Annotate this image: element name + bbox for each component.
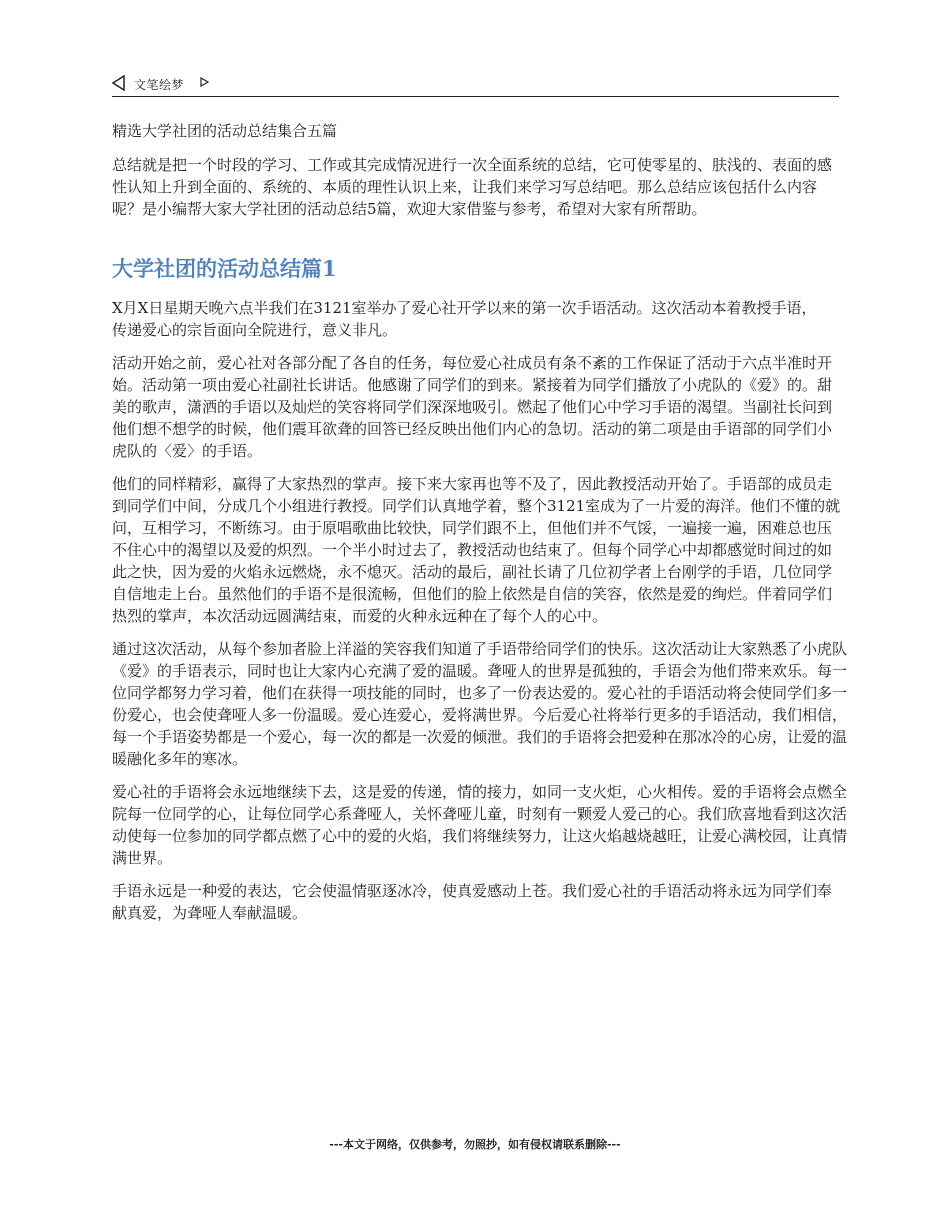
section-paragraph-5: 爱心社的手语将会永远地继续下去，这是爱的传递，情的接力，如同一支火炬，心火相传。爱的手语将会点燃全院每一位同学的心，让每位同学心系聋哑人，关怀聋哑儿童，时刻有一颗爱人爱己的心。我们欣喜地看到这次活动使每一位参加的同学都点燃了心中的爱的火焰，我们将继续努力，让这火焰越烧越旺，让爱心满校园，让真情满世界。 bbox=[112, 783, 848, 867]
section-heading: 大学社团的活动总结篇1 bbox=[112, 256, 337, 281]
section-paragraph-3: 他们的同样精彩，赢得了大家热烈的掌声。接下来大家再也等不及了，因此教授活动开始了。手语部的成员走到同学们中间，分成几个小组进行教授。同学们认真地学着，整个3121室成为了一片爱的海洋。他们不懂的就问，互相学习，不断练习。由于原唱歌曲比较快，同学们跟不上，但他们并不气馁，一遍接一遍，困难总也压不住心中的渴望以及爱的炽烈。一个半小时过去了，教授活动也结束了。但每个同学心中却都感觉时间过的如此之快，因为爱的火焰永远燃烧，永不熄灭。活动的最后，副社长请了几位初学者上台刚学的手语，几位同学自信地走上台。虽然他们的手语不是很流畅，但他们的脸上依然是自信的笑容，依然是爱的绚烂。伴着同学们热烈的掌声，本次活动远圆满结束，而爱的火种永远种在了每个人的心中。 bbox=[112, 475, 841, 625]
triangle-left-icon bbox=[112, 75, 126, 91]
document-body bbox=[112, 120, 852, 935]
brand-name: 文笔绘梦 bbox=[134, 78, 185, 92]
page-header bbox=[112, 72, 839, 97]
section-paragraph-6: 手语永远是一种爱的表达，它会使温情驱逐冰冷，使真爱感动上苍。我们爱心社的手语活动将永远为同学们奉献真爱，为聋哑人奉献温暖。 bbox=[112, 882, 833, 922]
document-title: 精选大学社团的活动总结集合五篇 bbox=[112, 122, 338, 140]
footer-notice: ---本文于网络，仅供参考，勿照抄，如有侵权请联系删除--- bbox=[329, 1138, 621, 1151]
intro-paragraph: 总结就是把一个时段的学习、工作或其完成情况进行一次全面系统的总结，它可使零星的、肤浅的、表面的感性认知上升到全面的、系统的、本质的理性认识上来，让我们来学习写总结吧。那么总结应该包括什么内容呢？是小编帮大家大学社团的活动总结5篇，欢迎大家借鉴与参考，希望对大家有所帮助。 bbox=[112, 156, 833, 218]
section-paragraph-1: X月X日星期天晚六点半我们在3121室举办了爱心社开学以来的第一次手语活动。这次活动本着教授手语，传递爱心的宗旨面向全院进行，意义非凡。 bbox=[112, 299, 817, 339]
section-paragraph-4: 通过这次活动，从每个参加者脸上洋溢的笑容我们知道了手语带给同学们的快乐。这次活动让大家熟悉了小虎队《爱》的手语表示，同时也让大家内心充满了爱的温暖。聋哑人的世界是孤独的，手语会为他们带来欢乐。每一位同学都努力学习着，他们在获得一项技能的同时，也多了一份表达爱的。爱心社的手语活动将会使同学们多一份爱心，也会使聋哑人多一份温暖。爱心连爱心，爱将满世界。今后爱心社将举行更多的手语活动，我们相信，每一个手语姿势都是一个爱心，每一次的都是一次爱的倾泄。我们的手语将会把爱种在那冰冷的心房，让爱的温暖融化多年的寒冰。 bbox=[112, 640, 848, 768]
triangle-right-icon bbox=[200, 77, 209, 87]
section-paragraph-2: 活动开始之前，爱心社对各部分配了各自的任务，每位爱心社成员有条不紊的工作保证了活动于六点半准时开始。活动第一项由爱心社副社长讲话。他感谢了同学们的到来。紧接着为同学们播放了小虎队的《爱》的。甜美的歌声，潇洒的手语以及灿烂的笑容将同学们深深地吸引。燃起了他们心中学习手语的渴望。当副社长问到他们想不想学的时候，他们震耳欲聋的回答已经反映出他们内心的急切。活动的第二项是由手语部的同学们小虎队的〈爱〉的手语。 bbox=[112, 354, 833, 460]
